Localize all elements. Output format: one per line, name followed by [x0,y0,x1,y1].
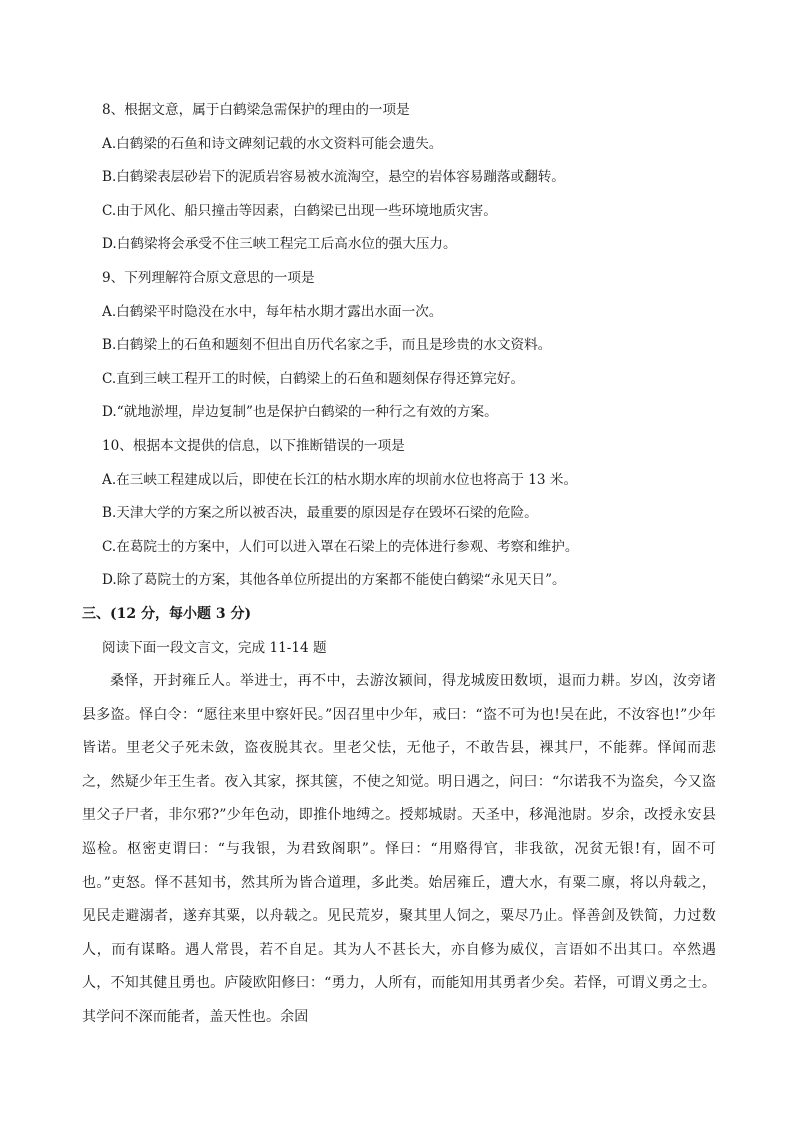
option-c: C.由于风化、船只撞击等因素，白鹤梁已出现一些环境地质灾害。 [102,202,497,219]
classical-chinese-passage: 桑怿，开封雍丘人。举进士，再不中，去游汝颍间，得龙城废田数顷，退而力耕。岁凶，汝旁诸县多盗。怿白令：“愿往来里中察奸民。”因召里中少年，戒曰：“盗不可为也!吴在此，不汝容也!”少年皆诺。里老父子死未敛，盗夜脱其衣。里老父怯，无他子，不敢告县，裸其尸，不能葬。怿闻而悲之，然疑少年王生者。夜入其家，探其箧，不使之知觉。明日遇之，问曰：“尔诺我不为盗矣，今又盗里父子尸者，非尔邪?”少年色动，即推仆地缚之。授郏城尉。天圣中，移渑池尉。岁余，改授永安县巡检。枢密吏谓曰：“与我银，为君致阁职”。怿曰：“用赂得官，非我欲，况贫无银!有，固不可也。”吏怒。怿不甚知书，然其所为皆合道理，多此类。始居雍丘，遭大水，有粟二廪，将以舟载之，见民走避溺者，遂弃其粟，以舟载之。见民荒岁，聚其里人饲之，粟尽乃止。怿善剑及铁简，力过数人，而有谋略。遇人常畏，若不自足。其为人不甚长大，亦自修为威仪，言语如不出其口。卒然遇人，不知其健且勇也。庐陵欧阳修曰：“勇力，人所有，而能知用其勇者少矣。若怿，可谓义勇之士。其学问不深而能者，盖天性也。余固 [82,673,716,1026]
option-c: C.在葛院士的方案中，人们可以进入罩在石梁上的壳体进行参观、考察和维护。 [102,538,579,555]
option-c: C.直到三峡工程开工的时候，白鹤梁上的石鱼和题刻保存得还算完好。 [102,370,525,387]
question-stem: 8、根据文意，属于白鹤梁急需保护的理由的一项是 [102,102,410,118]
question-stem: 9、下列理解符合原文意思的一项是 [102,269,315,286]
option-d: D.白鹤梁将会承受不住三峡工程完工后高水位的强大压力。 [102,236,457,253]
question-8 [82,94,716,262]
option-a: A.白鹤梁平时隐没在水中，每年枯水期才露出水面一次。 [102,303,443,320]
option-a: A.白鹤梁的石鱼和诗文碑刻记载的水文资料可能会遗失。 [102,135,443,152]
option-b: B.天津大学的方案之所以被否决，最重要的原因是存在毁坏石梁的危险。 [102,505,538,522]
question-9 [82,262,716,430]
option-b: B.白鹤梁表层砂岩下的泥质岩容易被水流淘空，悬空的岩体容易蹦落或翻转。 [102,169,565,186]
question-stem: 10、根据本文提供的信息，以下推断错误的一项是 [102,437,405,454]
section-heading: 三、(12 分，每小题 3 分) [82,605,252,622]
section-instructions: 阅读下面一段文言文，完成 11-14 题 [102,639,327,656]
option-d: D.除了葛院士的方案，其他各单位所提出的方案都不能使白鹤梁“永见天日”。 [102,572,566,589]
option-d: D.“就地淤埋，岸边复制”也是保护白鹤梁的一种行之有效的方案。 [102,404,498,421]
question-10 [82,430,716,598]
option-b: B.白鹤梁上的石鱼和题刻不但出自历代名家之手，而且是珍贵的水文资料。 [102,337,552,354]
option-a: A.在三峡工程建成以后，即使在长江的枯水期水库的坝前水位也将高于 13 米。 [102,471,578,488]
